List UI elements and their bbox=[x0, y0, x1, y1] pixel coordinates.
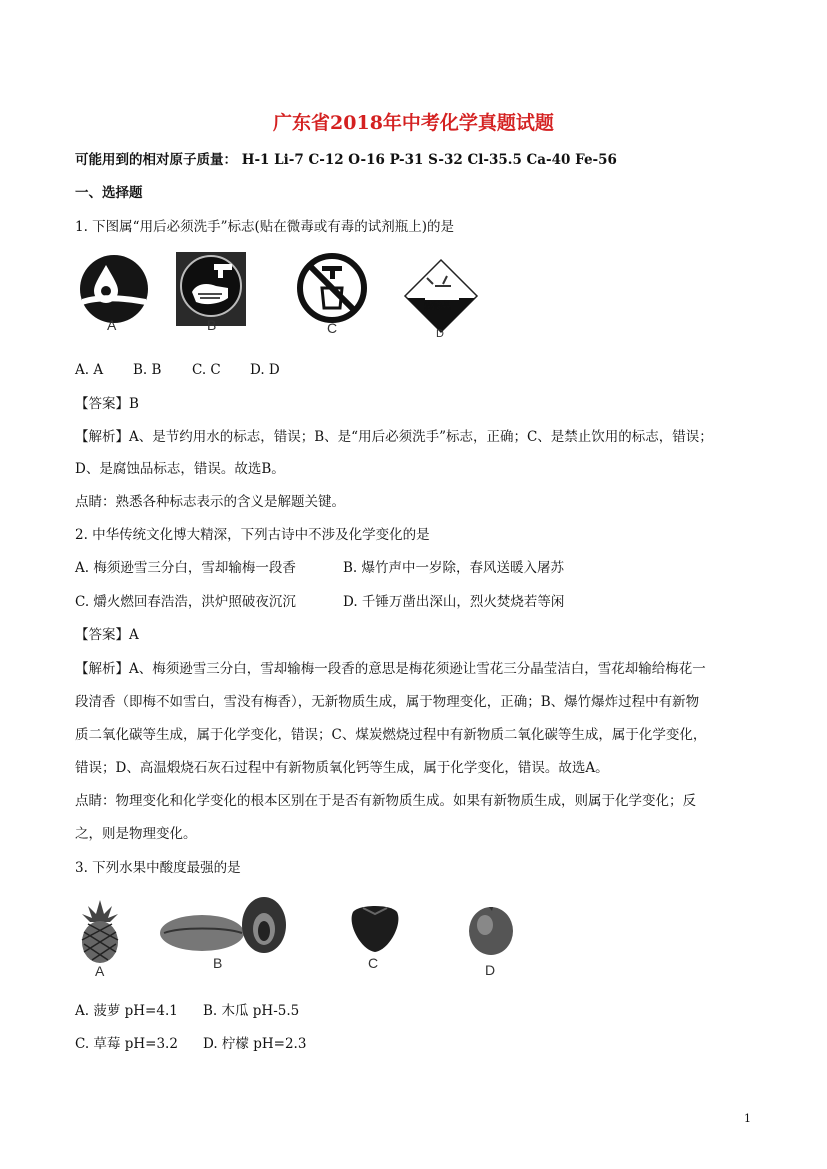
q3-stem: 3. 下列水果中酸度最强的是 bbox=[75, 860, 241, 876]
q2-tip-line2: 之，则是物理变化。 bbox=[75, 826, 197, 842]
corrosive-sign-icon bbox=[403, 258, 479, 334]
atomic-masses: 可能用到的相对原子质量： H-1 Li-7 C-12 O-16 P-31 S-32 Cl-35.5 Ca-40 Fe-56 bbox=[75, 152, 617, 168]
lemon-image bbox=[465, 903, 517, 957]
q3-fig-label-c: C bbox=[368, 955, 379, 971]
q3-fig-label-d: D bbox=[485, 962, 496, 978]
q2-option-d: D. 千锤万凿出深山，烈火焚烧若等闲 bbox=[343, 594, 565, 610]
q2-analysis-line3: 质二氧化碳等生成，属于化学变化，错误；C、煤炭燃烧过程中有新物质二氧化碳等生成，属于化学变化， bbox=[75, 727, 707, 743]
q3-option-a: A. 菠萝 pH=4.1 bbox=[75, 1003, 178, 1019]
section-heading: 一、选择题 bbox=[75, 185, 143, 201]
q3-fig-label-a: A bbox=[95, 963, 105, 979]
q3-fig-label-b: B bbox=[213, 955, 223, 971]
q1-option-a: A. A bbox=[75, 362, 104, 378]
q1-stem: 1. 下图属“用后必须洗手”标志(贴在微毒或有毒的试剂瓶上)的是 bbox=[75, 219, 455, 235]
q1-tip: 点睛：熟悉各种标志表示的含义是解题关键。 bbox=[75, 494, 345, 510]
q2-answer: 【答案】A bbox=[75, 627, 139, 643]
q1-fig-label-b: B bbox=[207, 317, 217, 333]
q2-analysis-line2: 段清香（即梅不如雪白，雪没有梅香），无新物质生成，属于物理变化，正确；B、爆竹爆炸过程中有新物 bbox=[75, 694, 700, 710]
papaya-image bbox=[160, 893, 290, 955]
page-title: 广东省2018年中考化学真题试题 bbox=[273, 112, 554, 134]
q1-option-d: D. D bbox=[250, 362, 280, 378]
q2-option-b: B. 爆竹声中一岁除，春风送暖入屠苏 bbox=[343, 560, 565, 576]
pineapple-image bbox=[78, 900, 122, 964]
q2-tip-line1: 点睛：物理变化和化学变化的根本区别在于是否有新物质生成。如果有新物质生成，则属于化学变化；反 bbox=[75, 793, 696, 809]
q1-fig-label-d: D bbox=[436, 328, 444, 340]
q2-analysis-line1: 【解析】A、梅须逊雪三分白，雪却输梅一段香的意思是梅花须逊让雪花三分晶莹洁白，雪花却输给梅花一 bbox=[75, 661, 706, 677]
q1-fig-label-a: A bbox=[107, 317, 117, 333]
strawberry-image bbox=[347, 902, 403, 954]
q1-option-c: C. C bbox=[192, 362, 221, 378]
corrosive-label: 腐蚀品 bbox=[424, 302, 452, 312]
q2-stem: 2. 中华传统文化博大精深，下列古诗中不涉及化学变化的是 bbox=[75, 527, 430, 543]
no-drinking-sign-icon bbox=[296, 252, 368, 324]
q3-option-c: C. 草莓 pH=3.2 bbox=[75, 1036, 178, 1052]
q3-option-d: D. 柠檬 pH=2.3 bbox=[203, 1036, 307, 1052]
page-number: 1 bbox=[744, 1112, 751, 1125]
q2-option-a: A. 梅须逊雪三分白，雪却输梅一段香 bbox=[75, 560, 296, 576]
q1-fig-label-c: C bbox=[327, 320, 338, 336]
q2-option-c: C. 爝火燃回春浩浩，洪炉照破夜沉沉 bbox=[75, 594, 296, 610]
q2-analysis-line4: 错误；D、高温煅烧石灰石过程中有新物质氧化钙等生成，属于化学变化，错误。故选A。 bbox=[75, 760, 609, 776]
q3-option-b: B. 木瓜 pH-5.5 bbox=[203, 1003, 300, 1019]
q1-analysis-line1: 【解析】A、是节约用水的标志，错误；B、是“用后必须洗手”标志，正确；C、是禁止饮用的标志，错误； bbox=[75, 429, 713, 445]
q1-option-b: B. B bbox=[133, 362, 162, 378]
q1-answer: 【答案】B bbox=[75, 396, 139, 412]
wash-hands-sign-icon bbox=[176, 252, 246, 326]
q1-analysis-line2: D、是腐蚀品标志，错误。故选B。 bbox=[75, 461, 285, 477]
